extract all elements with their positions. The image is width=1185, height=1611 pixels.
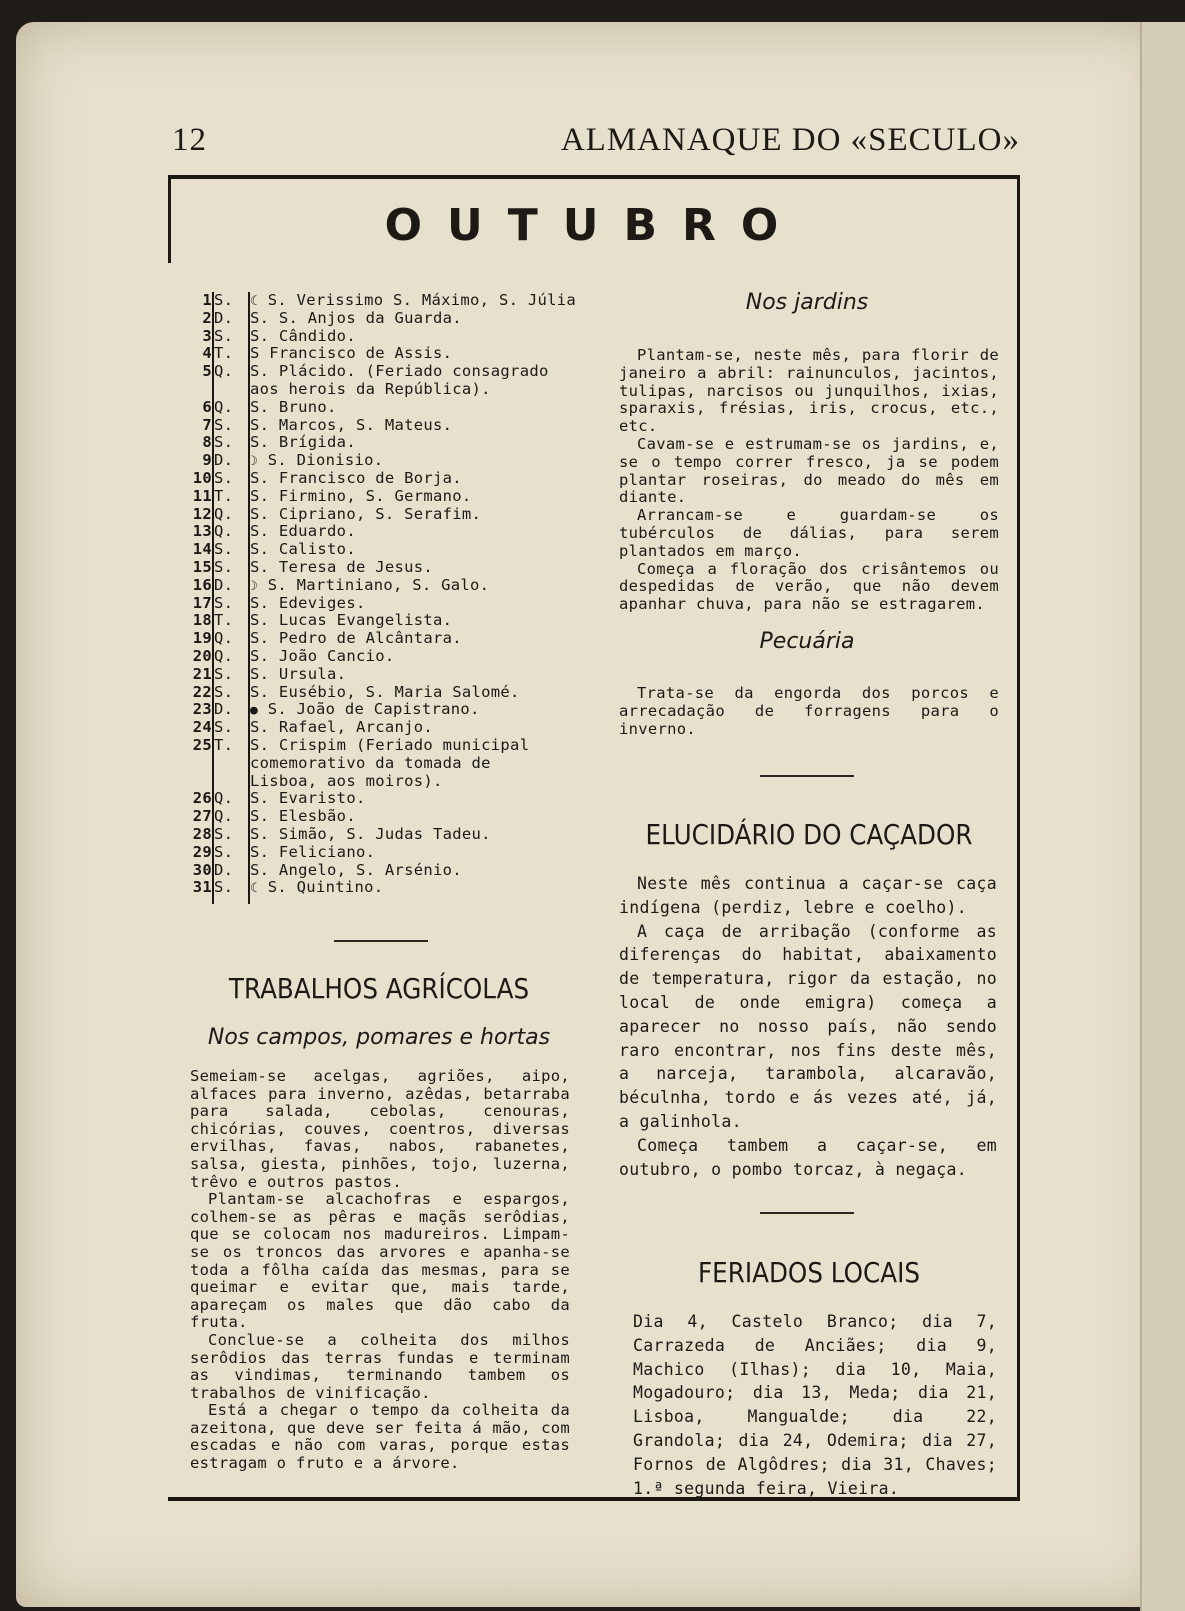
weekday-letter: Q. bbox=[214, 504, 234, 523]
saint-text: S. João de Capistrano. bbox=[267, 700, 480, 719]
saint-name bbox=[250, 559, 433, 577]
saint-text: comemorativo da tomada de bbox=[250, 753, 491, 772]
saint-name bbox=[250, 523, 356, 541]
calendar-row bbox=[190, 506, 585, 524]
calendar-row bbox=[190, 559, 585, 577]
saint-name bbox=[250, 363, 549, 381]
saint-text: S. Martiniano, S. Galo. bbox=[267, 575, 490, 594]
weekday-letter: S. bbox=[214, 878, 234, 897]
calendar-row bbox=[190, 666, 585, 684]
day-number: 26 bbox=[192, 789, 212, 808]
trabalhos-text bbox=[190, 1068, 570, 1473]
saint-name bbox=[250, 790, 366, 808]
weekday-letter: Q. bbox=[214, 362, 234, 381]
saint-text: S. Lucas Evangelista. bbox=[250, 611, 453, 630]
frame-top-rule bbox=[168, 175, 1020, 179]
saint-text: S. Calisto. bbox=[250, 540, 356, 559]
weekday-letter: S. bbox=[214, 415, 234, 434]
day-number: 14 bbox=[192, 540, 212, 559]
saint-name bbox=[250, 879, 383, 898]
saint-text: S. Marcos, S. Mateus. bbox=[250, 415, 453, 434]
cacador-title: ELUCIDÁRIO DO CAÇADOR bbox=[645, 818, 973, 851]
page-header bbox=[168, 118, 1020, 166]
calendar-row bbox=[190, 345, 585, 363]
paragraph: Conclue-se a colheita dos milhos serôdios das terras fundas e terminam as vindimas, terminando tambem os trabalhos de vinificação. bbox=[190, 1330, 570, 1402]
weekday-letter: S. bbox=[214, 842, 234, 861]
paragraph: Plantam-se, neste mês, para florir de janeiro a abril: rainunculos, jacintos, tulipas, narcisos ou junquilhos, ixias, sparaxis, frésias, iris, crocus, etc., etc. bbox=[619, 346, 999, 436]
saint-text: S. Ursula. bbox=[250, 664, 347, 683]
saint-name bbox=[250, 612, 452, 630]
calendar-row bbox=[190, 488, 585, 506]
day-number: 25 bbox=[192, 735, 212, 754]
saint-text: S. S. Anjos da Guarda. bbox=[250, 308, 462, 327]
saint-text: S. Quintino. bbox=[267, 878, 384, 897]
calendar-row bbox=[190, 630, 585, 648]
day-number: 22 bbox=[192, 682, 212, 701]
saint-name bbox=[250, 737, 529, 755]
frame-right-rule bbox=[1017, 175, 1020, 1501]
calendar-row bbox=[190, 523, 585, 541]
day-number: 5 bbox=[202, 362, 212, 381]
day-number: 8 bbox=[202, 433, 212, 452]
weekday-letter: T. bbox=[214, 344, 234, 363]
saint-text: S. Teresa de Jesus. bbox=[250, 557, 434, 576]
paragraph: Começa tambem a caçar-se, em outubro, o pombo torcaz, à negaça. bbox=[619, 1135, 997, 1179]
day-number: 13 bbox=[192, 522, 212, 541]
calendar-row bbox=[190, 363, 585, 381]
saint-name bbox=[250, 506, 481, 524]
section-divider bbox=[760, 775, 854, 777]
day-number: 24 bbox=[192, 718, 212, 737]
saint-text: S Francisco de Assis. bbox=[250, 344, 453, 363]
day-number: 16 bbox=[192, 575, 212, 594]
saint-name bbox=[250, 630, 462, 648]
day-number: 28 bbox=[192, 824, 212, 843]
paragraph: Neste mês continua a caçar-se caça indígena (perdiz, lebre e coelho). bbox=[619, 874, 997, 917]
day-number: 7 bbox=[202, 415, 212, 434]
saint-text: S. Francisco de Borja. bbox=[250, 468, 462, 487]
saint-text: S. Brígida. bbox=[250, 433, 356, 452]
moon-phase-icon: ☾ bbox=[250, 294, 259, 309]
calendar-row bbox=[190, 755, 585, 773]
jardins-title: Nos jardins bbox=[745, 290, 869, 315]
calendar-row bbox=[190, 434, 585, 452]
saint-name bbox=[250, 826, 491, 844]
trabalhos-title: TRABALHOS AGRÍCOLAS bbox=[228, 972, 530, 1005]
calendar-row bbox=[190, 684, 585, 702]
saint-name bbox=[250, 684, 520, 702]
weekday-letter: T. bbox=[214, 486, 234, 505]
day-number: 10 bbox=[192, 468, 212, 487]
weekday-letter: Q. bbox=[214, 522, 234, 541]
weekday-letter: D. bbox=[214, 308, 234, 327]
day-number: 18 bbox=[192, 611, 212, 630]
calendar-row bbox=[190, 541, 585, 559]
moon-phase-icon: ☽ bbox=[250, 578, 259, 594]
weekday-letter: D. bbox=[214, 860, 234, 879]
saint-text: S. Dionisio. bbox=[267, 451, 384, 470]
paragraph: Semeiam-se acelgas, agriões, aipo, alfaces para inverno, azêdas, betarraba para salada, cebolas, cenouras, chicórias, couves, coentros, diversas ervilhas, favas, nabos, rabanetes, salsa, giesta, pinhões, tojo, luzerna, trêvo e outros pastos. bbox=[190, 1067, 570, 1191]
day-number: 12 bbox=[192, 504, 212, 523]
day-number: 11 bbox=[192, 486, 212, 505]
jardins-text bbox=[619, 347, 999, 614]
calendar-row bbox=[190, 310, 585, 328]
saint-name bbox=[250, 470, 462, 488]
day-number: 4 bbox=[202, 344, 212, 363]
saint-name bbox=[250, 755, 491, 773]
saint-text: S. Cipriano, S. Serafim. bbox=[250, 504, 482, 523]
calendar-row bbox=[190, 879, 585, 897]
weekday-letter: T. bbox=[214, 735, 234, 754]
weekday-letter: Q. bbox=[214, 397, 234, 416]
weekday-letter: S. bbox=[214, 593, 234, 612]
calendar-row bbox=[190, 452, 585, 470]
paragraph: Começa a floração dos crisântemos ou despedidas de verão, que não devem apanhar chuva, para não se estragarem. bbox=[619, 559, 999, 614]
day-number: 29 bbox=[192, 842, 212, 861]
day-number: 15 bbox=[192, 557, 212, 576]
calendar-row bbox=[190, 862, 585, 880]
saint-text: S. Pedro de Alcântara. bbox=[250, 629, 462, 648]
calendar-row bbox=[190, 595, 585, 613]
feriados-text: Dia 4, Castelo Branco; dia 7, Carrazeda de Anciães; dia 9, Machico (Ilhas); dia 10, Maia, Mogadouro; dia 13, Meda; dia 21, Lisboa, Mangualde; dia 22, Grandola; dia 24, Odemira; dia 27, Fornos de Algôdres; dia 31, Chaves; 1.ª segunda feira, Vieira. bbox=[633, 1312, 997, 1498]
saint-name bbox=[250, 328, 356, 346]
saint-name bbox=[250, 541, 356, 559]
calendar-row bbox=[190, 292, 585, 310]
saint-name bbox=[250, 666, 346, 684]
weekday-letter: Q. bbox=[214, 807, 234, 826]
weekday-letter: S. bbox=[214, 540, 234, 559]
calendar-row bbox=[190, 399, 585, 417]
paragraph: Plantam-se alcachofras e espargos, colhem-se as pêras e maçãs serôdias, que se colocam nos madureiros. Limpam-se os troncos das arvores e apanha-se toda a fôlha caída das mesmas, para se queimar e evitar que, mais tarde, apareçam os males que dão cabo da fruta. bbox=[190, 1190, 570, 1332]
weekday-letter: S. bbox=[214, 468, 234, 487]
calendar-row bbox=[190, 737, 585, 755]
saint-text: S. Plácido. (Feriado consagrado bbox=[250, 362, 549, 381]
day-number: 1 bbox=[202, 291, 212, 309]
weekday-letter: S. bbox=[214, 664, 234, 683]
day-number: 20 bbox=[192, 646, 212, 665]
day-number: 2 bbox=[202, 308, 212, 327]
calendar-row bbox=[190, 381, 585, 399]
day-number: 27 bbox=[192, 807, 212, 826]
saint-name bbox=[250, 648, 394, 666]
paragraph: Cavam-se e estrumam-se os jardins, e, se o tempo correr fresco, ja se podem plantar roseiras, do meado do mês em diante. bbox=[619, 434, 999, 507]
saint-name bbox=[250, 345, 452, 363]
day-number: 9 bbox=[202, 451, 212, 470]
calendar-row bbox=[190, 417, 585, 435]
pecuaria-text: Trata-se da engorda dos porcos e arrecadação de forragens para o inverno. bbox=[619, 684, 999, 738]
saint-text: S. Cândido. bbox=[250, 326, 356, 345]
paragraph: Está a chegar o tempo da colheita da azeitona, que deve ser feita á mão, com escadas e não com varas, porque estas estragam o fruto e a árvore. bbox=[190, 1401, 570, 1473]
saint-text: S. Bruno. bbox=[250, 397, 337, 416]
weekday-letter: S. bbox=[214, 718, 234, 737]
saint-text: S. Crispim (Feriado municipal bbox=[250, 735, 530, 754]
saint-name bbox=[250, 719, 433, 737]
saint-name bbox=[250, 310, 462, 328]
saint-text: S. Rafael, Arcanjo. bbox=[250, 718, 434, 737]
saint-text: S. Feliciano. bbox=[250, 842, 376, 861]
saint-name bbox=[250, 808, 356, 826]
section-divider bbox=[334, 940, 428, 942]
calendar-row bbox=[190, 826, 585, 844]
calendar-row bbox=[190, 790, 585, 808]
weekday-letter: T. bbox=[214, 611, 234, 630]
day-number: 6 bbox=[202, 397, 212, 416]
saint-text: S. Eduardo. bbox=[250, 522, 356, 541]
saint-text: S. Elesbão. bbox=[250, 807, 356, 826]
saint-name bbox=[250, 844, 375, 862]
saint-name bbox=[250, 399, 337, 417]
saint-text: S. Angelo, S. Arsénio. bbox=[250, 860, 462, 879]
pecuaria-title: Pecuária bbox=[759, 629, 855, 654]
day-number: 3 bbox=[202, 326, 212, 345]
calendar-row bbox=[190, 612, 585, 630]
weekday-letter: S. bbox=[214, 557, 234, 576]
weekday-letter: S. bbox=[214, 291, 234, 309]
saint-name bbox=[250, 595, 366, 613]
calendar-row bbox=[190, 844, 585, 862]
day-number: 30 bbox=[192, 860, 212, 879]
moon-phase-icon: ☾ bbox=[250, 881, 259, 897]
saint-text: S. Evaristo. bbox=[250, 789, 366, 808]
day-number: 21 bbox=[192, 664, 212, 683]
weekday-letter: Q. bbox=[214, 629, 234, 648]
weekday-letter: S. bbox=[214, 824, 234, 843]
section-divider bbox=[760, 1212, 854, 1214]
calendar-row bbox=[190, 470, 585, 488]
calendar-row bbox=[190, 808, 585, 826]
weekday-letter: D. bbox=[214, 575, 234, 594]
saint-name bbox=[250, 434, 356, 452]
day-number: 31 bbox=[192, 878, 212, 897]
moon-phase-icon: ☽ bbox=[250, 454, 259, 470]
calendar-row bbox=[190, 328, 585, 346]
day-number: 19 bbox=[192, 629, 212, 648]
calendar-row bbox=[190, 701, 585, 719]
month-title: OUTUBRO bbox=[384, 200, 804, 251]
trabalhos-subtitle: Nos campos, pomares e hortas bbox=[207, 1025, 551, 1050]
saint-name bbox=[250, 773, 443, 791]
saint-text: Lisboa, aos moiros). bbox=[250, 771, 443, 790]
saint-text: S. Verissimo S. Máximo, S. Júlia bbox=[267, 291, 576, 309]
saint-name bbox=[250, 488, 472, 506]
weekday-letter: S. bbox=[214, 326, 234, 345]
calendar-row bbox=[190, 719, 585, 737]
weekday-letter: Q. bbox=[214, 789, 234, 808]
weekday-letter: Q. bbox=[214, 646, 234, 665]
next-page-edge bbox=[1140, 22, 1185, 1611]
weekday-letter: D. bbox=[214, 700, 234, 719]
day-number: 17 bbox=[192, 593, 212, 612]
weekday-letter: S. bbox=[214, 682, 234, 701]
saint-text: S. Eusébio, S. Maria Salomé. bbox=[250, 682, 520, 701]
day-number: 23 bbox=[192, 700, 212, 719]
cacador-text bbox=[619, 872, 997, 1181]
saint-text: S. João Cancio. bbox=[250, 646, 395, 665]
page-number: 12 bbox=[172, 122, 207, 158]
calendar-row bbox=[190, 577, 585, 595]
paragraph: A caça de arribação (conforme as diferenças do habitat, abaixamento de temperatura, rigor da estação, no local de onde emigra) começa a aparecer no nosso país, não sendo raro encontrar, nos fins deste mês, a narceja, tarambola, alcaravão, béculnha, tordo e ás vezes até, já, a galinhola. bbox=[619, 921, 997, 1131]
saint-text: aos herois da República). bbox=[250, 379, 491, 398]
running-title: ALMANAQUE DO «SECULO» bbox=[560, 122, 1020, 158]
saint-text: S. Firmino, S. Germano. bbox=[250, 486, 472, 505]
paragraph: Arrancam-se e guardam-se os tubérculos de dálias, para serem plantados em março. bbox=[619, 506, 999, 560]
calendar-row bbox=[190, 648, 585, 666]
saint-text: S. Edeviges. bbox=[250, 593, 366, 612]
feriados-title: FERIADOS LOCAIS bbox=[697, 1256, 921, 1289]
saint-text: S. Simão, S. Judas Tadeu. bbox=[250, 824, 491, 843]
saint-name bbox=[250, 381, 491, 399]
weekday-letter: D. bbox=[214, 451, 234, 470]
moon-phase-icon: ● bbox=[250, 703, 259, 719]
weekday-letter: S. bbox=[214, 433, 234, 452]
saint-name bbox=[250, 417, 452, 435]
saint-name bbox=[250, 862, 462, 880]
calendar-list bbox=[190, 292, 585, 897]
calendar-row bbox=[190, 773, 585, 791]
